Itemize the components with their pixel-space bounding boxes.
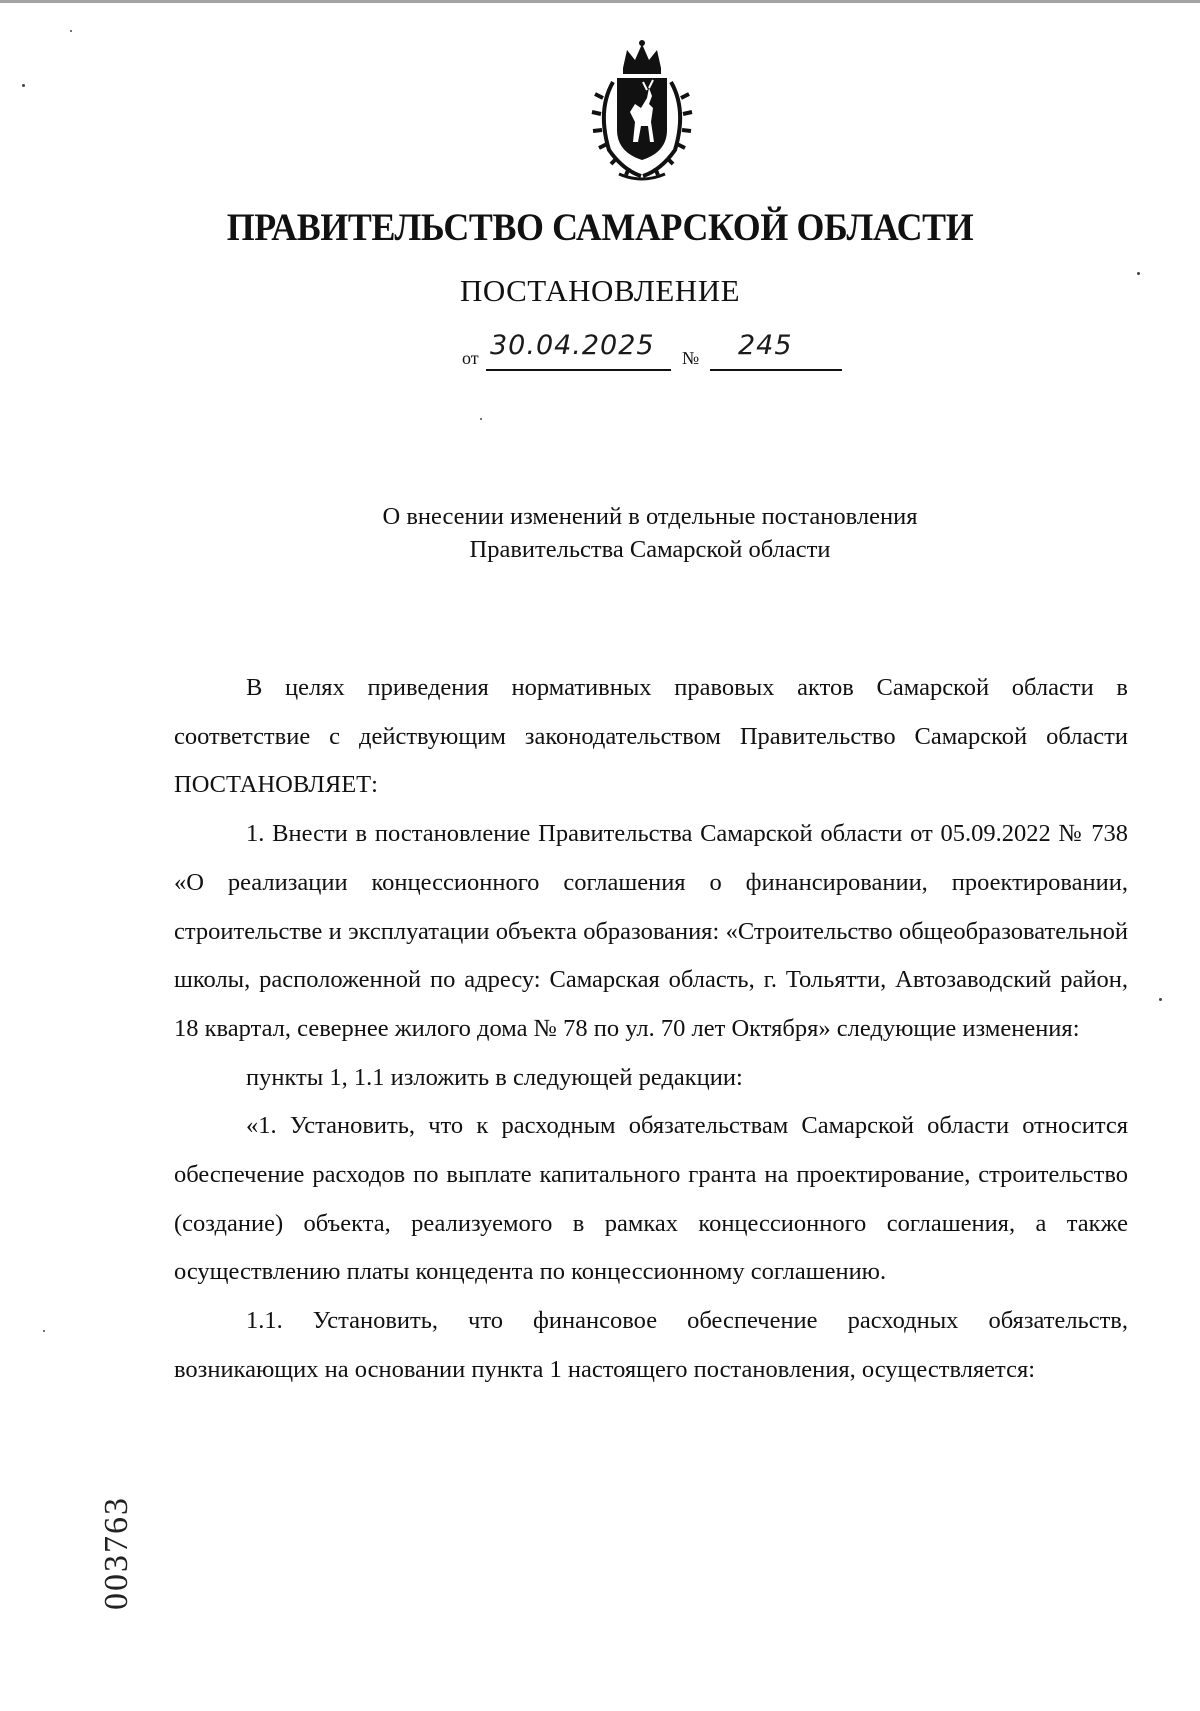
number-underline xyxy=(710,369,842,371)
handwritten-date: 30.04.2025 xyxy=(490,330,655,361)
scan-speck xyxy=(70,30,72,32)
document-type: ПОСТАНОВЛЕНИЕ xyxy=(459,273,741,308)
coat-of-arms-emblem xyxy=(583,38,701,182)
handwritten-number: 245 xyxy=(738,330,793,361)
margin-stamp-number: 003763 xyxy=(98,1496,135,1610)
subject-line-2: Правительства Самарской области xyxy=(469,536,831,563)
paragraph-new-item-1: «1. Установить, что к расходным обязательствам Самарской области относится обеспечение расходов по выплате капитального гранта на проектирование, строительство (создание) объекта, реализуемого в рамках концессионного соглашения, а также осуществлению платы концедента по концессионному соглашению. xyxy=(174,1112,1128,1286)
scan-speck xyxy=(1159,998,1162,1001)
scan-speck xyxy=(43,1330,45,1332)
paragraph-preamble: В целях приведения нормативных правовых актов Самарской области в соответствие с действующим законодательством Правительство Самарской области ПОСТАНОВЛЯЕТ: xyxy=(174,674,1128,799)
date-underline xyxy=(486,369,671,371)
scan-speck xyxy=(22,84,25,87)
subject-line-1: О внесении изменений в отдельные постановления xyxy=(382,503,918,530)
date-prefix: от xyxy=(462,348,479,368)
scan-speck xyxy=(480,418,482,420)
government-title: ПРАВИТЕЛЬСТВО САМАРСКОЙ ОБЛАСТИ xyxy=(226,206,974,249)
number-prefix: № xyxy=(682,348,700,368)
document-body xyxy=(174,664,1128,1395)
paragraph-new-item-1-1: 1.1. Установить, что финансовое обеспечение расходных обязательств, возникающих на основании пункта 1 настоящего постановления, осуществляется: xyxy=(174,1307,1128,1383)
paragraph-item-1: 1. Внести в постановление Правительства Самарской области от 05.09.2022 № 738 «О реализации концессионного соглашения о финансировании, проектировании, строительстве и эксплуатации объекта образования: «Строительство общеобразовательной школы, расположенной по адресу: Самарская область, г. Тольятти, Автозаводский район, 18 квартал, севернее жилого дома № 78 по ул. 70 лет Октября» следующие изменения: xyxy=(174,820,1128,1042)
scan-edge xyxy=(0,0,1200,3)
scan-speck xyxy=(1137,272,1140,275)
date-number-line xyxy=(462,330,862,370)
document-subject xyxy=(250,500,1050,566)
paragraph-amendment-intro: пункты 1, 1.1 изложить в следующей редакции: xyxy=(246,1063,743,1091)
